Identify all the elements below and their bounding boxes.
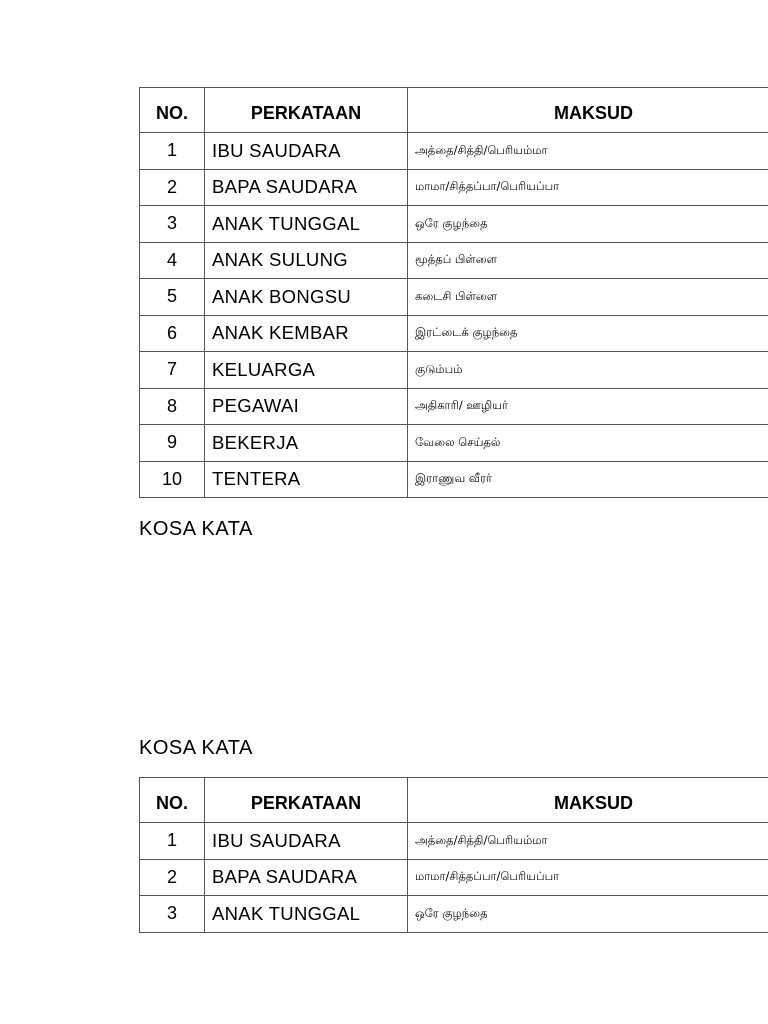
row-word: BEKERJA bbox=[205, 425, 408, 462]
row-word: ANAK KEMBAR bbox=[205, 315, 408, 352]
row-number: 3 bbox=[140, 896, 205, 933]
table-body-1 bbox=[140, 133, 768, 498]
row-meaning: ஒரே குழந்தை bbox=[408, 206, 768, 243]
row-number: 8 bbox=[140, 388, 205, 425]
header-word: PERKATAAN bbox=[205, 88, 408, 133]
vocabulary-table-1 bbox=[139, 87, 768, 498]
table-row bbox=[140, 388, 768, 425]
section-title-kosa-kata-2: KOSA KATA bbox=[139, 737, 253, 759]
row-number: 9 bbox=[140, 425, 205, 462]
table-row bbox=[140, 206, 768, 243]
row-word: TENTERA bbox=[205, 461, 408, 498]
row-number: 3 bbox=[140, 206, 205, 243]
table-row bbox=[140, 242, 768, 279]
row-word: KELUARGA bbox=[205, 352, 408, 389]
header-meaning: MAKSUD bbox=[408, 778, 768, 823]
header-no: NO. bbox=[140, 88, 205, 133]
table-body-2 bbox=[140, 823, 768, 933]
table-row bbox=[140, 425, 768, 462]
row-meaning: மூத்தப் பிள்ளை bbox=[408, 242, 768, 279]
row-meaning: அதிகாரி/ ஊழியர் bbox=[408, 388, 768, 425]
header-word: PERKATAAN bbox=[205, 778, 408, 823]
table-header-row bbox=[140, 778, 768, 823]
table-row bbox=[140, 823, 768, 860]
row-number: 2 bbox=[140, 859, 205, 896]
row-number: 4 bbox=[140, 242, 205, 279]
row-meaning: கடைசி பிள்ளை bbox=[408, 279, 768, 316]
row-word: PEGAWAI bbox=[205, 388, 408, 425]
row-number: 1 bbox=[140, 133, 205, 170]
table-row bbox=[140, 461, 768, 498]
vocabulary-table-2 bbox=[139, 777, 768, 933]
table-header-row bbox=[140, 88, 768, 133]
row-word: ANAK TUNGGAL bbox=[205, 896, 408, 933]
row-number: 6 bbox=[140, 315, 205, 352]
table-row bbox=[140, 133, 768, 170]
row-meaning: குடும்பம் bbox=[408, 352, 768, 389]
row-meaning: வேலை செய்தல் bbox=[408, 425, 768, 462]
table-row bbox=[140, 169, 768, 206]
row-meaning: மாமா/சித்தப்பா/பெரியப்பா bbox=[408, 859, 768, 896]
header-no: NO. bbox=[140, 778, 205, 823]
row-number: 7 bbox=[140, 352, 205, 389]
table-row bbox=[140, 315, 768, 352]
row-meaning: அத்தை/சித்தி/பெரியம்மா bbox=[408, 823, 768, 860]
table-row bbox=[140, 859, 768, 896]
table-row bbox=[140, 279, 768, 316]
row-word: ANAK TUNGGAL bbox=[205, 206, 408, 243]
header-meaning: MAKSUD bbox=[408, 88, 768, 133]
row-meaning: இராணுவ வீரர் bbox=[408, 461, 768, 498]
section-title-kosa-kata-1: KOSA KATA bbox=[139, 518, 253, 540]
row-meaning: இரட்டைக் குழந்தை bbox=[408, 315, 768, 352]
row-meaning: அத்தை/சித்தி/பெரியம்மா bbox=[408, 133, 768, 170]
row-word: IBU SAUDARA bbox=[205, 823, 408, 860]
row-number: 10 bbox=[140, 461, 205, 498]
row-word: ANAK BONGSU bbox=[205, 279, 408, 316]
row-word: BAPA SAUDARA bbox=[205, 859, 408, 896]
row-word: ANAK SULUNG bbox=[205, 242, 408, 279]
row-meaning: ஒரே குழந்தை bbox=[408, 896, 768, 933]
row-number: 5 bbox=[140, 279, 205, 316]
table-row bbox=[140, 896, 768, 933]
row-meaning: மாமா/சித்தப்பா/பெரியப்பா bbox=[408, 169, 768, 206]
table-row bbox=[140, 352, 768, 389]
row-word: IBU SAUDARA bbox=[205, 133, 408, 170]
row-word: BAPA SAUDARA bbox=[205, 169, 408, 206]
row-number: 1 bbox=[140, 823, 205, 860]
row-number: 2 bbox=[140, 169, 205, 206]
